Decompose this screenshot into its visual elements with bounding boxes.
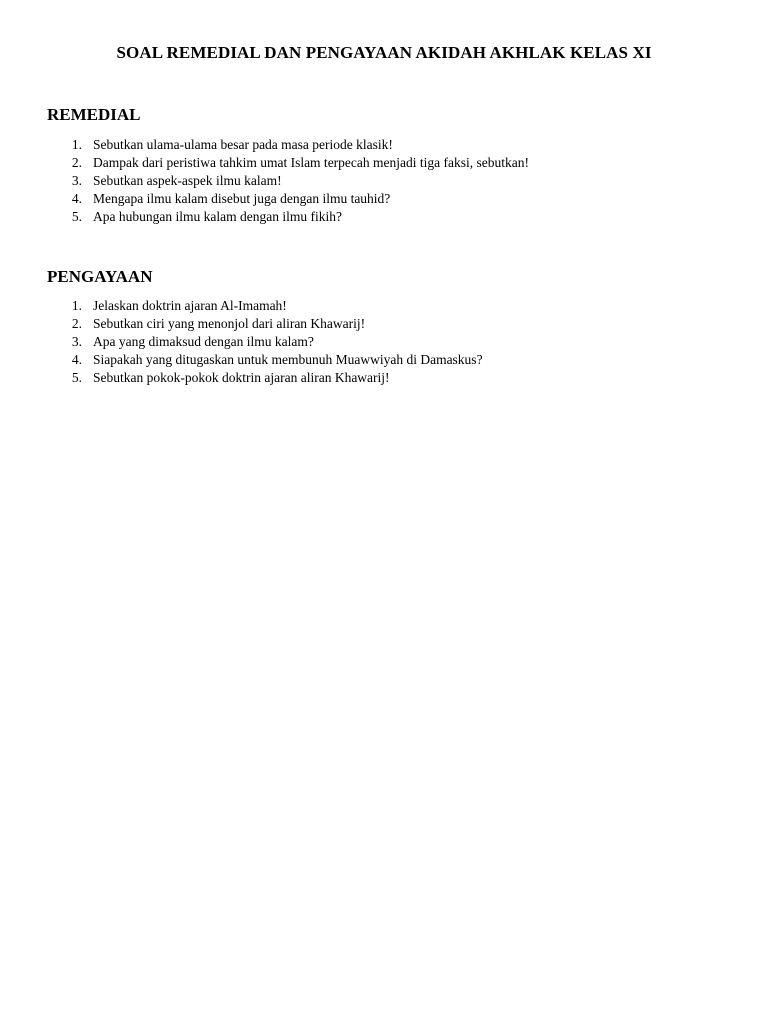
- pengayaan-question-3: [0, 333, 768, 351]
- pengayaan-question-5: [0, 369, 768, 387]
- question-number: 3.: [71, 334, 82, 349]
- remedial-question-4: [0, 190, 768, 208]
- question-text: Apa hubungan ilmu kalam dengan ilmu fikih?: [93, 209, 342, 224]
- section-heading-pengayaan: PENGAYAAN: [47, 267, 153, 286]
- pengayaan-question-2: [0, 315, 768, 333]
- question-text: Sebutkan ciri yang menonjol dari aliran Khawarij!: [93, 316, 366, 331]
- question-number: 1.: [71, 137, 82, 152]
- question-number: 4.: [71, 191, 82, 206]
- question-number: 2.: [71, 155, 82, 170]
- question-number: 1.: [71, 298, 82, 313]
- remedial-question-list: [0, 136, 768, 226]
- question-text: Mengapa ilmu kalam disebut juga dengan ilmu tauhid?: [93, 191, 391, 206]
- question-text: Sebutkan aspek-aspek ilmu kalam!: [93, 173, 282, 188]
- remedial-question-2: [0, 154, 768, 172]
- question-text: Sebutkan pokok-pokok doktrin ajaran aliran Khawarij!: [93, 370, 390, 385]
- pengayaan-question-list: [0, 297, 768, 387]
- pengayaan-question-1: [0, 297, 768, 315]
- question-number: 4.: [71, 352, 82, 367]
- question-number: 2.: [71, 316, 82, 331]
- remedial-question-5: [0, 208, 768, 226]
- question-number: 5.: [71, 209, 82, 224]
- question-number: 5.: [71, 370, 82, 385]
- document-title: SOAL REMEDIAL DAN PENGAYAAN AKIDAH AKHLAK KELAS XI: [116, 43, 652, 62]
- question-text: Siapakah yang ditugaskan untuk membunuh Muawwiyah di Damaskus?: [93, 352, 483, 367]
- question-text: Sebutkan ulama-ulama besar pada masa periode klasik!: [93, 137, 393, 152]
- question-text: Dampak dari peristiwa tahkim umat Islam terpecah menjadi tiga faksi, sebutkan!: [93, 155, 529, 170]
- remedial-question-3: [0, 172, 768, 190]
- pengayaan-question-4: [0, 351, 768, 369]
- question-text: Jelaskan doktrin ajaran Al-Imamah!: [93, 298, 287, 313]
- question-number: 3.: [71, 173, 82, 188]
- section-heading-remedial: REMEDIAL: [47, 105, 141, 124]
- remedial-question-1: [0, 136, 768, 154]
- question-text: Apa yang dimaksud dengan ilmu kalam?: [93, 334, 314, 349]
